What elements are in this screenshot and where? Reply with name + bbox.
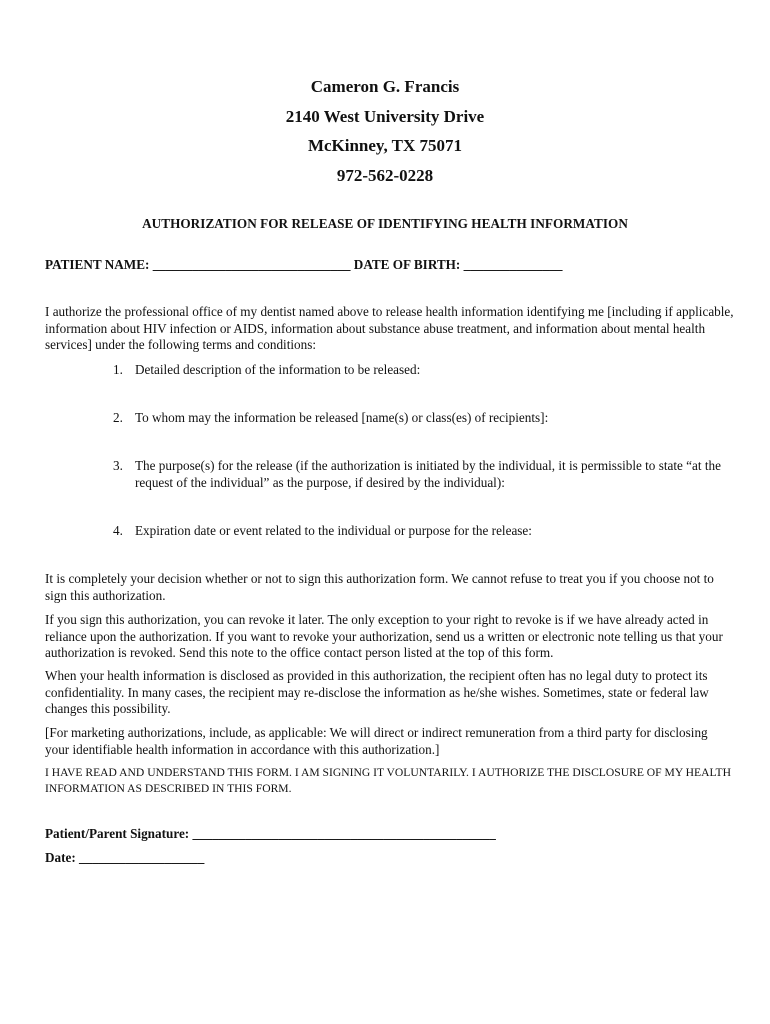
practice-header [0, 72, 770, 190]
list-item-expiration [113, 523, 733, 540]
list-item-number: 3. [113, 458, 123, 473]
intro-paragraph: I authorize the professional office of my dentist named above to release health information identifying me [including if applicable, information about HIV infection or AIDS, information about substance abuse treatment, and information about mental health services] under the following terms and conditions: [45, 304, 734, 353]
list-item-description [113, 362, 733, 379]
revocation-paragraph: If you sign this authorization, you can revoke it later. The only exception to your right to revoke is if we have already acted in reliance upon the authorization. If you want to revoke your authorization, send us a written or electronic note telling us that your authorization is revoked. Send this note to the office contact person listed at the top of this form. [45, 612, 723, 661]
list-item-number: 2. [113, 410, 123, 425]
signature-field[interactable]: Patient/Parent Signature: ______________________________________________ [45, 826, 496, 841]
practice-street: 2140 West University Drive [285, 106, 485, 126]
redisclosure-paragraph: When your health information is disclosed as provided in this authorization, the recipient often has no legal duty to protect its confidentiality. In many cases, the recipient may re-disclose the information as he/she wishes. Sometimes, state or federal law changes this possibility. [45, 668, 709, 717]
list-item-recipients [113, 410, 733, 427]
practice-city: McKinney, TX 75071 [307, 136, 463, 155]
patient-name-dob-field[interactable]: PATIENT NAME: ______________________________ DATE OF BIRTH: _______________ [45, 257, 563, 272]
list-item-text: Detailed description of the information to be released: [135, 362, 421, 377]
date-field[interactable]: Date: ___________________ [45, 850, 205, 865]
form-title: AUTHORIZATION FOR RELEASE OF IDENTIFYING HEALTH INFORMATION [142, 216, 628, 231]
practice-name: Cameron G. Francis [310, 77, 460, 96]
acknowledgement-statement: I HAVE READ AND UNDERSTAND THIS FORM. I AM SIGNING IT VOLUNTARILY. I AUTHORIZE THE DISCLOSURE OF MY HEALTH INFORMATION AS DESCRIBED IN THIS FORM. [45, 766, 731, 795]
practice-phone: 972-562-0228 [336, 165, 434, 185]
list-item-purpose [113, 458, 733, 491]
list-item-number: 4. [113, 523, 123, 538]
list-item-text: To whom may the information be released [name(s) or class(es) of recipients]: [135, 410, 549, 425]
marketing-paragraph: [For marketing authorizations, include, as applicable: We will direct or indirect remuneration from a third party for disclosing your identifiable health information in accordance with this authorization.] [45, 725, 708, 757]
list-item-text: The purpose(s) for the release (if the authorization is initiated by the individual, it is permissible to state “at the request of the individual” as the purpose, if desired by the individual): [135, 458, 721, 490]
list-item-number: 1. [113, 362, 123, 377]
list-item-text: Expiration date or event related to the individual or purpose for the release: [135, 523, 532, 538]
decision-paragraph: It is completely your decision whether or not to sign this authorization form. We cannot refuse to treat you if you choose not to sign this authorization. [45, 571, 714, 603]
